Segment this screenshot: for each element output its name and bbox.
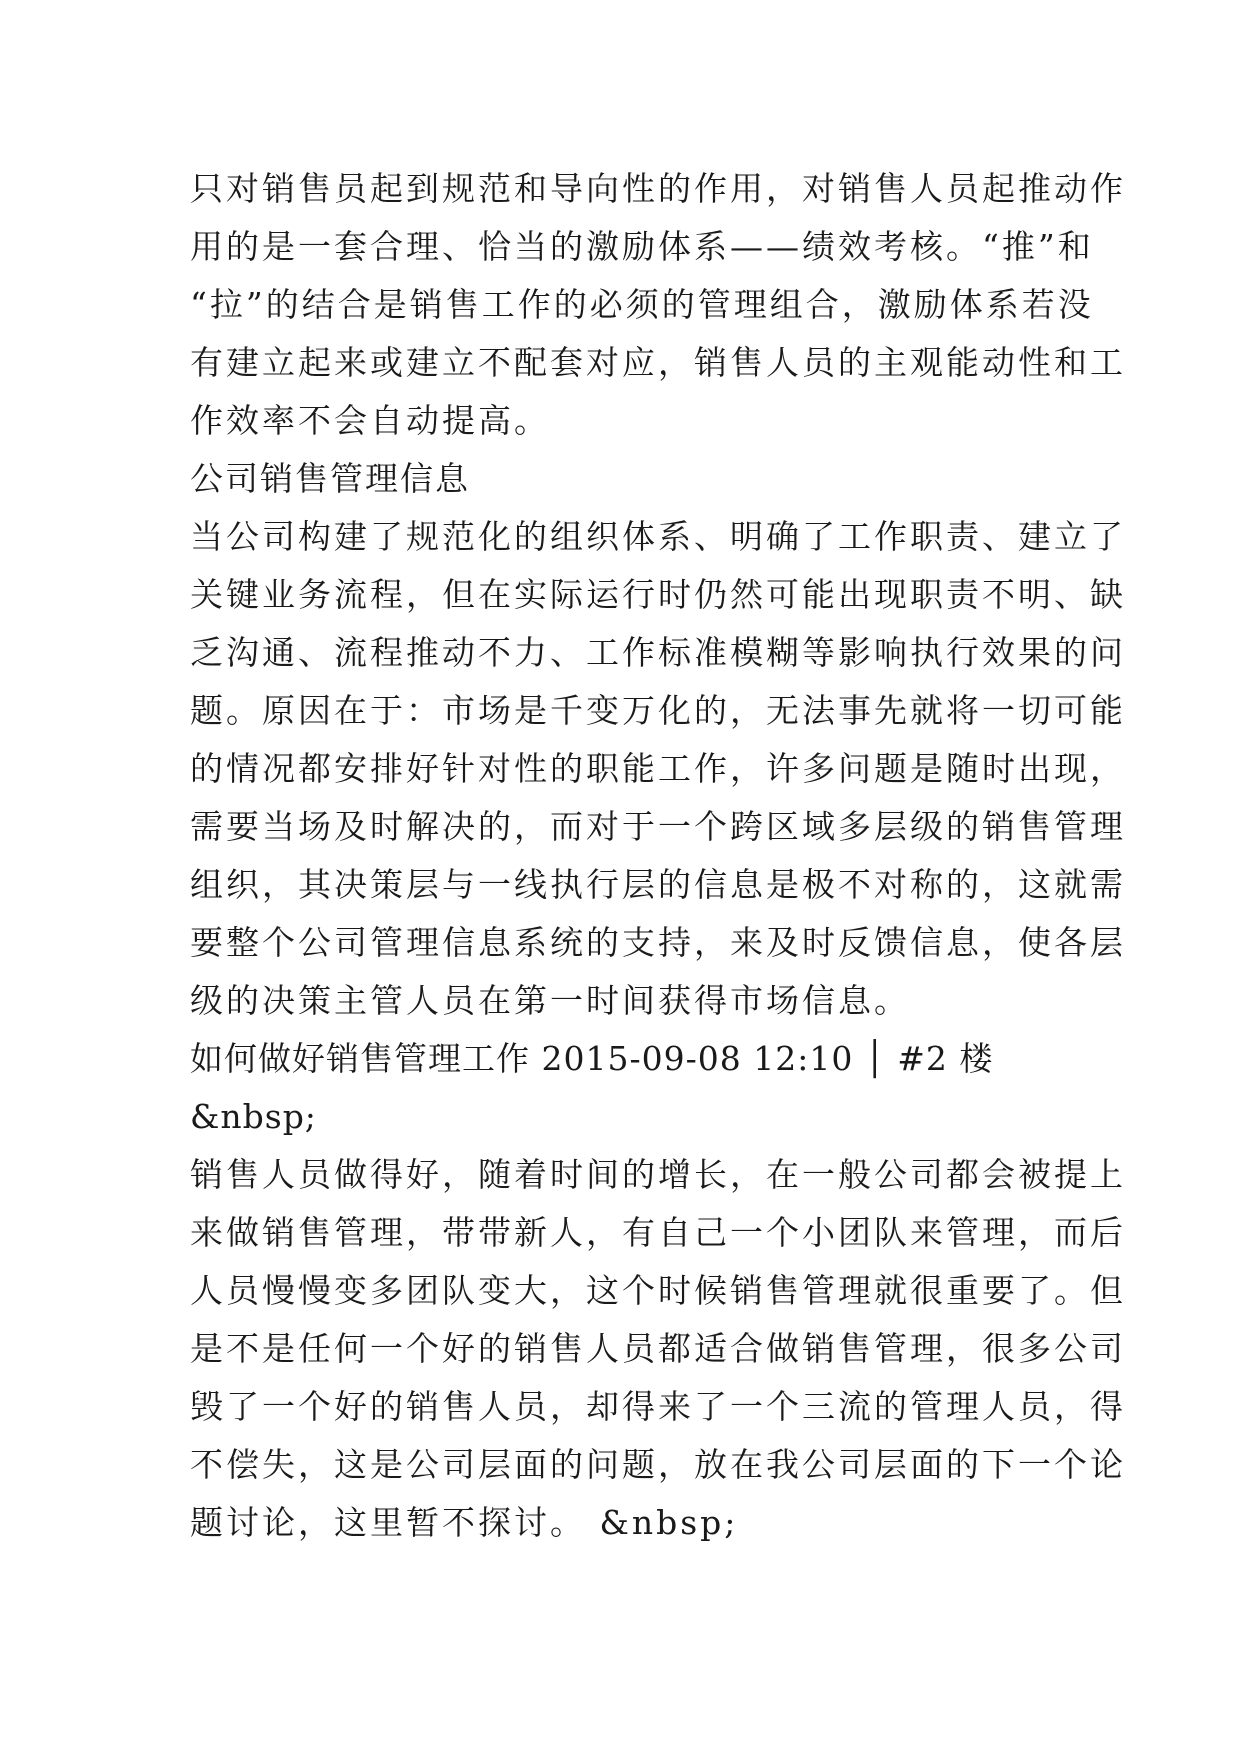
- text-line: 销售人员做得好，随着时间的增长，在一般公司都会被提上: [190, 1155, 1126, 1194]
- document-body: [190, 160, 1126, 1552]
- text-line: 关键业务流程，但在实际运行时仍然可能出现职责不明、缺: [190, 575, 1126, 614]
- post-meta: [190, 1030, 1070, 1146]
- paragraph-incentive: [190, 160, 1126, 450]
- text-line: 要整个公司管理信息系统的支持，来及时反馈信息，使各层: [190, 923, 1126, 962]
- text-line: 不偿失，这是公司层面的问题，放在我公司层面的下一个论: [190, 1445, 1126, 1484]
- text-line: 的情况都安排好针对性的职能工作，许多问题是随时出现，: [190, 749, 1126, 788]
- text-line: 需要当场及时解决的，而对于一个跨区域多层级的销售管理: [190, 807, 1126, 846]
- text-line: “拉”的结合是销售工作的必须的管理组合，激励体系若没: [190, 285, 1094, 324]
- text-line: 题。原因在于：市场是千变万化的，无法事先就将一切可能: [190, 691, 1126, 730]
- text-line: 题讨论，这里暂不探讨。 &nbsp;: [190, 1503, 739, 1542]
- post-meta-line: 如何做好销售管理工作 2015-09-08 12:10 │ #2 楼: [190, 1039, 994, 1078]
- text-line: 只对销售员起到规范和导向性的作用，对销售人员起推动作: [190, 169, 1126, 208]
- text-line: 来做销售管理，带带新人，有自己一个小团队来管理，而后: [190, 1213, 1126, 1252]
- text-line: 有建立起来或建立不配套对应，销售人员的主观能动性和工: [190, 343, 1126, 382]
- text-line: 作效率不会自动提高。: [190, 401, 550, 440]
- text-line: 人员慢慢变多团队变大，这个时候销售管理就很重要了。但: [190, 1271, 1126, 1310]
- text-line: 乏沟通、流程推动不力、工作标准模糊等影响执行效果的问: [190, 633, 1126, 672]
- text-line: 级的决策主管人员在第一时间获得市场信息。: [190, 981, 910, 1020]
- heading-text: 公司销售管理信息: [190, 459, 470, 498]
- text-line: 毁了一个好的销售人员，却得来了一个三流的管理人员，得: [190, 1387, 1126, 1426]
- nbsp-line: &nbsp;: [190, 1097, 317, 1136]
- paragraph-management-info: [190, 508, 1126, 1030]
- paragraph-sales-staff: [190, 1146, 1126, 1552]
- section-heading: [190, 450, 1070, 508]
- text-line: 组织，其决策层与一线执行层的信息是极不对称的，这就需: [190, 865, 1126, 904]
- text-line: 当公司构建了规范化的组织体系、明确了工作职责、建立了: [190, 517, 1126, 556]
- text-line: 是不是任何一个好的销售人员都适合做销售管理，很多公司: [190, 1329, 1126, 1368]
- text-line: 用的是一套合理、恰当的激励体系——绩效考核。“推”和: [190, 227, 1094, 266]
